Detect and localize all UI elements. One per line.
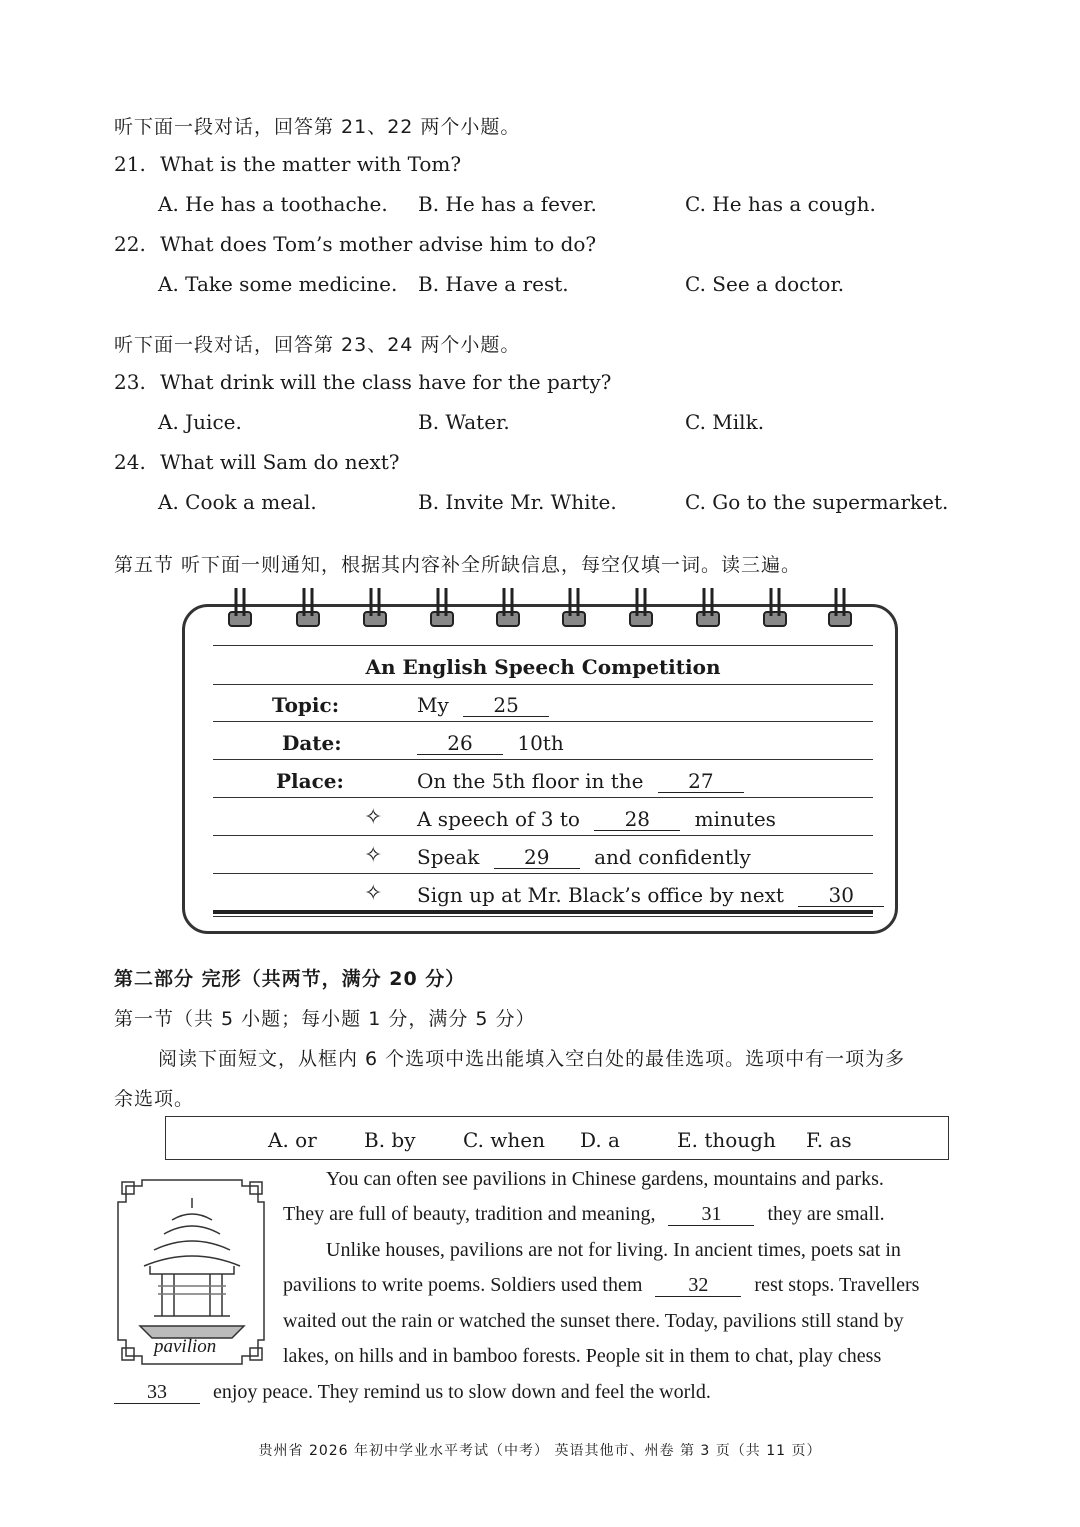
passage-line: You can often see pavilions in Chinese gardens, mountains and parks.: [326, 1168, 884, 1190]
topic-label: Topic:: [272, 693, 340, 717]
question-text: What does Tom’s mother advise him to do?: [160, 232, 597, 256]
spiral-ring-icon: [827, 586, 853, 632]
option-f: F. as: [806, 1128, 852, 1152]
pavilion-caption: pavilion: [154, 1336, 217, 1357]
spiral-ring-icon: [227, 586, 253, 632]
section-1-heading: 第一节（共 5 小题；每小题 1 分，满分 5 分）: [114, 1008, 536, 1030]
table-rule: [213, 759, 873, 760]
option-a: A. or: [268, 1128, 317, 1152]
star-bullet-icon: ✧: [364, 805, 383, 830]
option-e: E. though: [677, 1128, 776, 1152]
rule-row-2: [417, 845, 751, 869]
question-text: What drink will the class have for the party?: [160, 370, 612, 394]
table-rule: [213, 835, 873, 836]
page-footer: 贵州省 2026 年初中学业水平考试（中考） 英语其他市、州卷 第 3 页（共 11 页）: [258, 1443, 822, 1459]
place-text: On the 5th floor in the: [417, 769, 644, 793]
spiral-ring-icon: [762, 586, 788, 632]
table-rule: [213, 797, 873, 798]
option-21-b: B. He has a fever.: [418, 192, 597, 216]
spiral-ring-icon: [429, 586, 455, 632]
passage-line: waited out the rain or watched the sunset there. Today, pavilions still stand by: [283, 1310, 904, 1332]
option-22-b: B. Have a rest.: [418, 272, 569, 296]
option-d: D. a: [580, 1128, 620, 1152]
passage-text: rest stops. Travellers: [754, 1274, 920, 1296]
part-2-heading: 第二部分 完形（共两节，满分 20 分）: [114, 968, 466, 990]
blank-29: 29: [494, 846, 580, 869]
spiral-ring-icon: [695, 586, 721, 632]
spiral-ring-icon: [295, 586, 321, 632]
blank-26: 26: [417, 732, 503, 755]
question-number: 24.: [114, 450, 146, 474]
blank-28: 28: [594, 808, 680, 831]
question-number: 22.: [114, 232, 146, 256]
place-row: [417, 769, 744, 793]
rule-text: A speech of 3 to: [417, 807, 580, 831]
blank-31: 31: [668, 1203, 754, 1226]
blank-27: 27: [658, 770, 744, 793]
passage-text: they are small.: [767, 1203, 885, 1225]
passage-text: enjoy peace. They remind us to slow down and feel the world.: [213, 1381, 711, 1403]
rule-text: and confidently: [594, 845, 751, 869]
date-label: Date:: [282, 731, 342, 755]
spiral-ring-icon: [362, 586, 388, 632]
rule-text: minutes: [694, 807, 776, 831]
question-number: 21.: [114, 152, 146, 176]
topic-text: My: [417, 693, 449, 717]
question-text: What will Sam do next?: [160, 450, 400, 474]
passage-line: [283, 1274, 919, 1297]
rule-row-1: [417, 807, 776, 831]
passage-line: lakes, on hills and in bamboo forests. People sit in them to chat, play chess: [283, 1345, 882, 1367]
option-21-a: A. He has a toothache.: [158, 192, 388, 216]
rule-text: Speak: [417, 845, 480, 869]
passage-text: pavilions to write poems. Soldiers used them: [283, 1274, 643, 1296]
table-rule: [213, 645, 873, 646]
option-24-b: B. Invite Mr. White.: [418, 490, 617, 514]
question-text: What is the matter with Tom?: [160, 152, 462, 176]
cloze-instruction-line2: 余选项。: [114, 1088, 195, 1110]
table-rule: [213, 721, 873, 722]
question-24: [114, 450, 400, 474]
question-number: 23.: [114, 370, 146, 394]
blank-30: 30: [798, 884, 884, 907]
option-24-c: C. Go to the supermarket.: [685, 490, 949, 514]
question-23: [114, 370, 611, 394]
option-23-b: B. Water.: [418, 410, 510, 434]
option-23-a: A. Juice.: [158, 410, 242, 434]
blank-32: 32: [655, 1274, 741, 1297]
passage-line: [114, 1381, 711, 1404]
passage-line: [283, 1203, 885, 1226]
notice-title: An English Speech Competition: [365, 655, 721, 679]
star-bullet-icon: ✧: [364, 843, 383, 868]
cloze-instruction-line1: 阅读下面短文，从框内 6 个选项中选出能填入空白处的最佳选项。选项中有一项为多: [158, 1048, 906, 1070]
option-22-c: C. See a doctor.: [685, 272, 845, 296]
date-row: [417, 731, 564, 755]
table-rule-bottom: [213, 910, 873, 914]
table-rule-bottom: [213, 916, 873, 917]
table-rule: [213, 873, 873, 874]
blank-33: 33: [114, 1381, 200, 1404]
instruction-21-22: 听下面一段对话，回答第 21、22 两个小题。: [114, 116, 521, 138]
section-5-instruction: 第五节 听下面一则通知，根据其内容补全所缺信息，每空仅填一词。读三遍。: [114, 554, 802, 576]
spiral-ring-icon: [495, 586, 521, 632]
rule-row-3: [417, 883, 884, 907]
rule-text: Sign up at Mr. Black’s office by next: [417, 883, 784, 907]
question-21: [114, 152, 461, 176]
place-label: Place:: [276, 769, 344, 793]
passage-line: Unlike houses, pavilions are not for living. In ancient times, poets sat in: [326, 1239, 901, 1261]
option-22-a: A. Take some medicine.: [158, 272, 398, 296]
option-b: B. by: [364, 1128, 416, 1152]
date-text: 10th: [517, 731, 564, 755]
topic-row: [417, 693, 549, 717]
table-rule: [213, 684, 873, 685]
passage-text: They are full of beauty, tradition and meaning,: [283, 1203, 656, 1225]
option-21-c: C. He has a cough.: [685, 192, 876, 216]
star-bullet-icon: ✧: [364, 881, 383, 906]
option-c: C. when: [463, 1128, 546, 1152]
spiral-ring-icon: [628, 586, 654, 632]
question-22: [114, 232, 596, 256]
blank-25: 25: [463, 694, 549, 717]
spiral-ring-icon: [561, 586, 587, 632]
instruction-23-24: 听下面一段对话，回答第 23、24 两个小题。: [114, 334, 521, 356]
option-24-a: A. Cook a meal.: [158, 490, 317, 514]
option-23-c: C. Milk.: [685, 410, 765, 434]
